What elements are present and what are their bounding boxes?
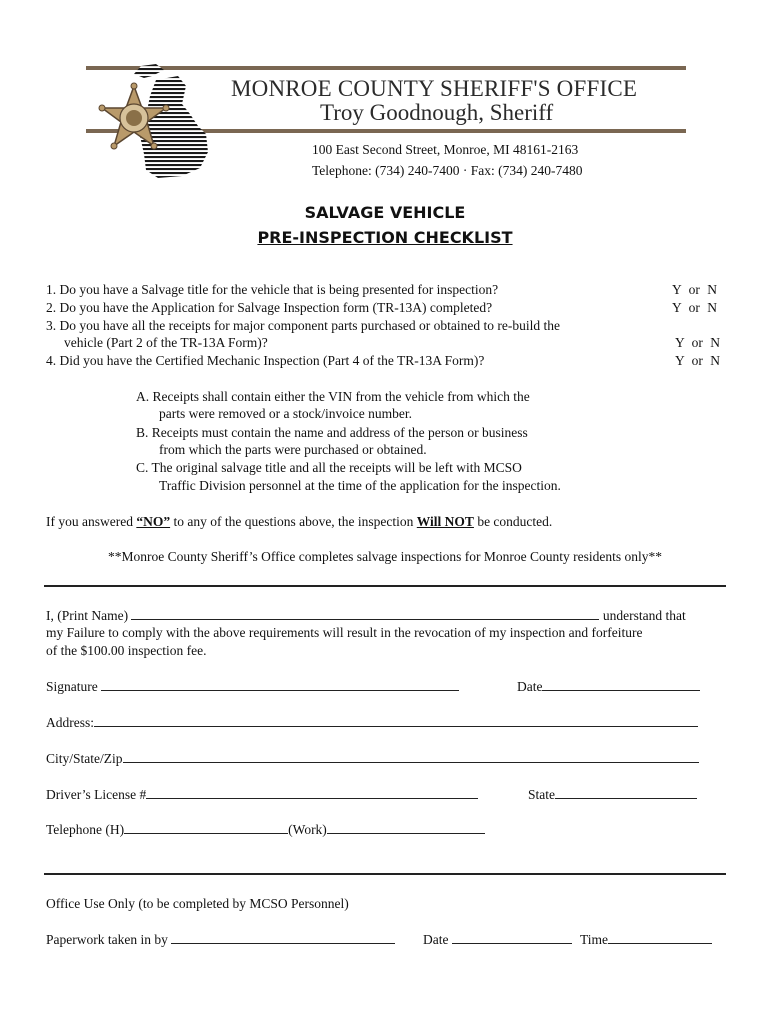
statement-line2: my Failure to comply with the above requirements will result in the revocation of my inspection and forfeiture — [46, 625, 643, 640]
warning-text — [46, 514, 552, 530]
answer-4: Y or N — [675, 353, 720, 368]
paperwork-label: Paperwork taken in by — [46, 932, 168, 947]
telephone-label: Telephone (H) — [46, 822, 125, 837]
question-3: 3. Do you have all the receipts for major component parts purchased or obtained to re-build the — [46, 318, 560, 333]
statement-line1 — [46, 607, 686, 624]
print-name-label: I, (Print Name) — [46, 608, 129, 623]
warning-no: “NO” — [136, 514, 171, 529]
sheriff-logo — [86, 56, 226, 184]
address-field[interactable] — [94, 714, 698, 727]
understand-text: understand that — [602, 608, 686, 623]
section-divider-bottom — [44, 873, 726, 875]
answer-2: Y or N — [672, 300, 717, 315]
office-name: MONROE COUNTY SHERIFF'S OFFICE — [231, 76, 638, 101]
work-label: (Work) — [288, 822, 327, 837]
office-address: 100 East Second Street, Monroe, MI 48161-2163 — [312, 142, 579, 157]
question-4: 4. Did you have the Certified Mechanic Inspection (Part 4 of the TR-13A Form)? — [46, 353, 485, 368]
city-label: City/State/Zip — [46, 751, 123, 766]
date-row — [517, 678, 700, 695]
address-row — [46, 714, 698, 731]
license-label: Driver’s License # — [46, 787, 147, 802]
date-label: Date — [517, 679, 543, 694]
note-a-line2: parts were removed or a stock/invoice number. — [159, 406, 413, 421]
doc-title-line1: SALVAGE VEHICLE — [304, 203, 466, 222]
office-date-label: Date — [423, 932, 449, 947]
answer-3: Y or N — [675, 335, 720, 350]
time-row — [580, 931, 712, 948]
warning-post: be conducted. — [473, 514, 553, 529]
office-phone: Telephone: (734) 240-7400 · Fax: (734) 240-7480 — [312, 163, 583, 178]
office-use-heading: Office Use Only (to be completed by MCSO Personnel) — [46, 896, 349, 911]
sheriff-name: Troy Goodnough, Sheriff — [320, 100, 554, 125]
answer-1: Y or N — [672, 282, 717, 297]
doc-title-line2: PRE-INSPECTION CHECKLIST — [257, 228, 513, 247]
city-row — [46, 750, 699, 767]
question-2: 2. Do you have the Application for Salvage Inspection form (TR-13A) completed? — [46, 300, 493, 315]
print-name-field[interactable] — [131, 607, 599, 620]
warning-mid: to any of the questions above, the inspection — [170, 514, 417, 529]
time-label: Time — [580, 932, 609, 947]
statement-line3: of the $100.00 inspection fee. — [46, 643, 207, 658]
telephone-home-field[interactable] — [124, 821, 288, 834]
license-row — [46, 786, 478, 803]
note-b-line1: B. Receipts must contain the name and address of the person or business — [136, 425, 528, 440]
question-1: 1. Do you have a Salvage title for the vehicle that is being presented for inspection? — [46, 282, 499, 297]
note-c-line2: Traffic Division personnel at the time of the application for the inspection. — [159, 478, 561, 493]
state-row — [528, 786, 697, 803]
paperwork-row — [46, 931, 395, 948]
warning-pre: If you answered — [46, 514, 137, 529]
time-field[interactable] — [608, 931, 712, 944]
telephone-row — [46, 821, 485, 838]
city-field[interactable] — [123, 750, 699, 763]
warning-will-not: Will NOT — [416, 514, 474, 529]
office-date-row — [423, 931, 572, 948]
state-label: State — [528, 787, 555, 802]
section-divider-top — [44, 585, 726, 587]
residents-note: **Monroe County Sheriff’s Office completes salvage inspections for Monroe County residents only** — [107, 549, 663, 564]
license-field[interactable] — [146, 786, 478, 799]
signature-field[interactable] — [101, 678, 459, 691]
question-3-cont: vehicle (Part 2 of the TR-13A Form)? — [64, 335, 268, 350]
signature-label: Signature — [46, 679, 98, 694]
paperwork-field[interactable] — [171, 931, 395, 944]
note-b-line2: from which the parts were purchased or obtained. — [159, 442, 427, 457]
office-date-field[interactable] — [452, 931, 572, 944]
doc-title-line2-wrap — [0, 228, 770, 247]
telephone-work-field[interactable] — [327, 821, 485, 834]
address-label: Address: — [46, 715, 94, 730]
date-field[interactable] — [542, 678, 700, 691]
michigan-star-badge-icon — [86, 56, 226, 184]
state-field[interactable] — [555, 786, 697, 799]
note-a-line1: A. Receipts shall contain either the VIN from the vehicle from which the — [136, 389, 530, 404]
signature-row — [46, 678, 459, 695]
note-c-line1: C. The original salvage title and all the receipts will be left with MCSO — [136, 460, 522, 475]
